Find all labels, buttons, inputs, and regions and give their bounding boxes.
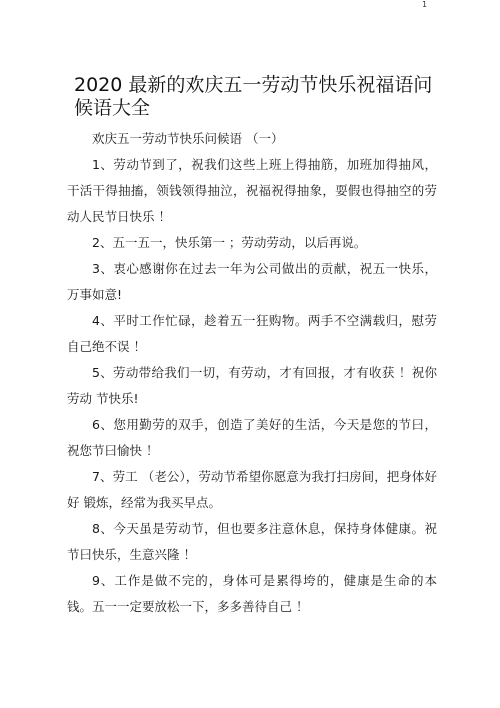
paragraph-4: 4、平时工作忙碌，趁着五一狂购物。两手不空满载归，慰劳自己绝不误 ！ [67,313,437,354]
section-heading: 欢庆五一劳动节快乐问候语 （一） [92,131,284,146]
document-body [67,125,437,620]
document-title: 2020 最新的欢庆五一劳动节快乐祝福语问候语大全 [74,74,433,119]
paragraph-3: 3、衷心感谢你在过去一年为公司做出的贡献，祝五一快乐，万事如意! [67,261,437,302]
paragraph-2: 2、五一五一，快乐第一 ；劳动劳动，以后再说。 [92,235,367,250]
paragraph-7: 7、劳工 （老公），劳动节希望你愿意为我打扫房间，把身体好好 锻炼，经常为我买早点。 [67,469,437,510]
paragraph-5: 5、劳动带给我们一切，有劳动，才有回报，才有收获 ！祝你劳动 节快乐! [67,365,437,406]
paragraph-6: 6、您用勤劳的双手，创造了美好的生活，今天是您的节曰，祝您节曰愉快 ！ [67,417,437,458]
page-number: 1 [422,0,428,9]
paragraph-1: 1、劳动节到了，祝我们这些上班上得抽筋，加班加得抽风，干活干得抽搐，领钱领得抽泣，祝福祝得抽象，耍假也得抽空的劳动人民节日快乐 ！ [67,157,437,224]
paragraph-8: 8、今天虽是劳动节，但也要多注意休息，保持身体健康。祝节曰快乐，生意兴隆 ！ [67,521,437,562]
paragraph-9: 9、工作是做不完的，身体可是累得垮的，健康是生命的本钱。五一一定要放松一下，多多善待自己 ！ [67,573,437,614]
